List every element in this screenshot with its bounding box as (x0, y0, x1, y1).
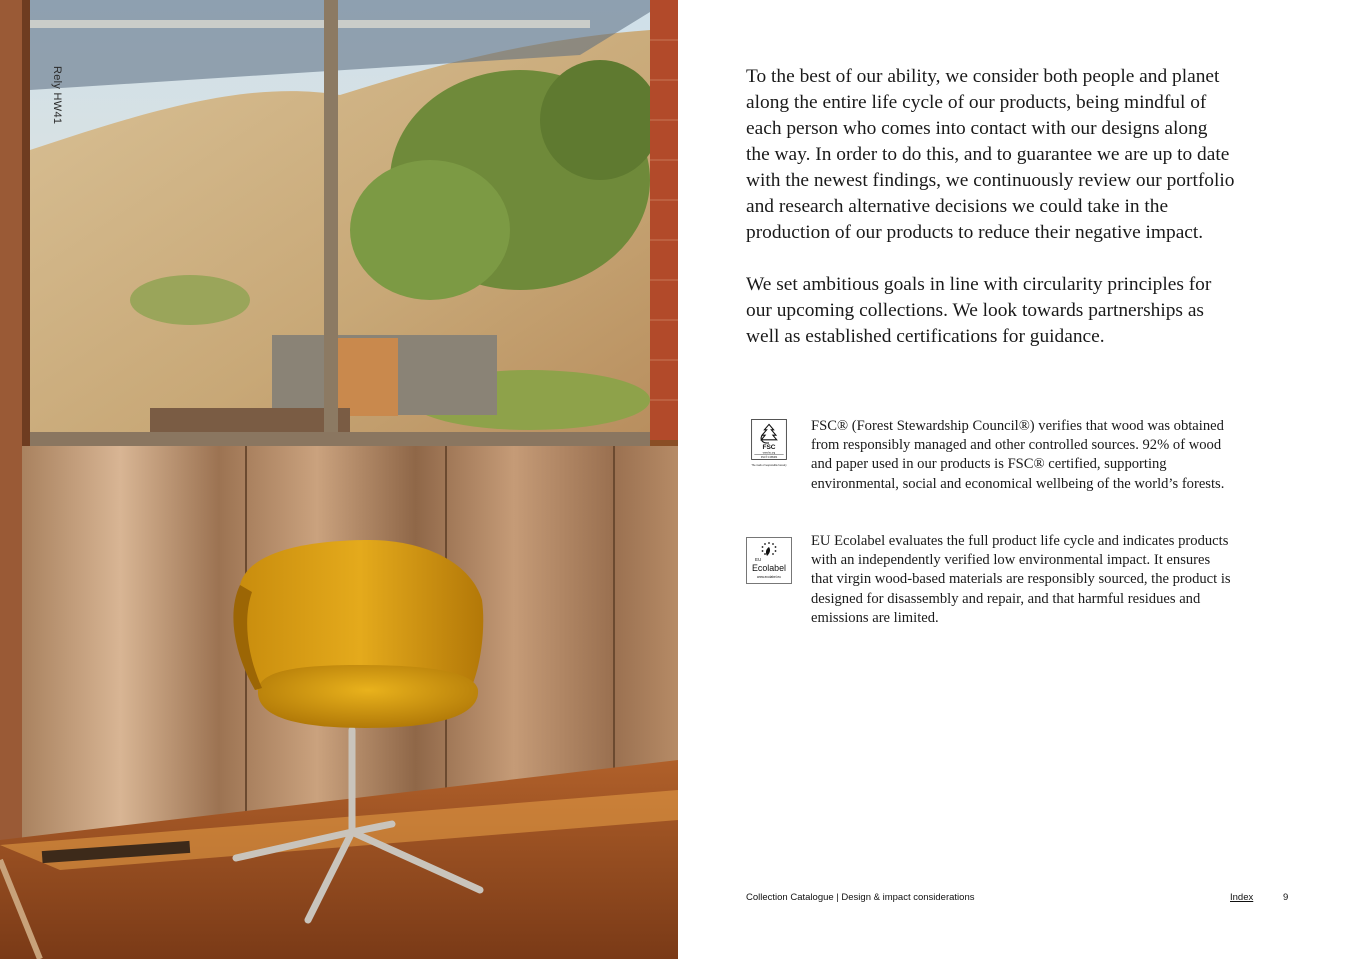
fsc-logo-text: FSC (762, 444, 776, 452)
footer-title: Collection Catalogue | Design & impact considerations (746, 892, 975, 903)
fsc-logo-code: FSC® C156384 (760, 456, 778, 459)
page-number: 9 (1283, 892, 1289, 903)
photo-caption: Rely HW41 (51, 66, 63, 125)
intro-text (746, 64, 1236, 376)
intro-paragraph-2: We set ambitious goals in line with circularity principles for our upcoming collections. We look towards partnerships as well as established certifications for guidance. (746, 274, 1212, 347)
ecolabel-logo-eu: EU (755, 557, 762, 562)
fsc-logo-icon (746, 419, 792, 473)
index-link[interactable]: Index (1230, 892, 1254, 903)
text-page (678, 0, 1356, 959)
ecolabel-logo-url: www.ecolabel.eu (757, 575, 781, 579)
ecolabel-description: EU Ecolabel evaluates the full product life cycle and indicates products with an independently verified low environmental impact. It ensures that virgin wood-based materials are responsibly sourced, the product is designed for disassembly and repair, and that harmful residues and emissions are limited. (811, 533, 1231, 626)
fsc-logo-tagline: The mark of responsible forestry (751, 464, 787, 468)
fsc-logo-url: www.fsc.org (762, 452, 776, 455)
ecolabel-logo-icon (746, 534, 792, 588)
ecolabel-logo-text: Ecolabel (752, 563, 786, 573)
fsc-description: FSC® (Forest Stewardship Council®) verifies that wood was obtained from responsibly managed and other controlled sources. 92% of wood and paper used in our products is FSC® certified, supporting environmental, social and economical wellbeing of the world’s forests. (811, 418, 1225, 492)
intro-paragraph-1: To the best of our ability, we consider both people and planet along the entire life cycle of our products, being mindful of each person who comes into contact with our designs along the way. In order to do this, and to guarantee we are up to date with the newest findings, we continuously review our portfolio and research alternative decisions we could take in the production of our products to reduce their negative impact. (746, 66, 1235, 243)
